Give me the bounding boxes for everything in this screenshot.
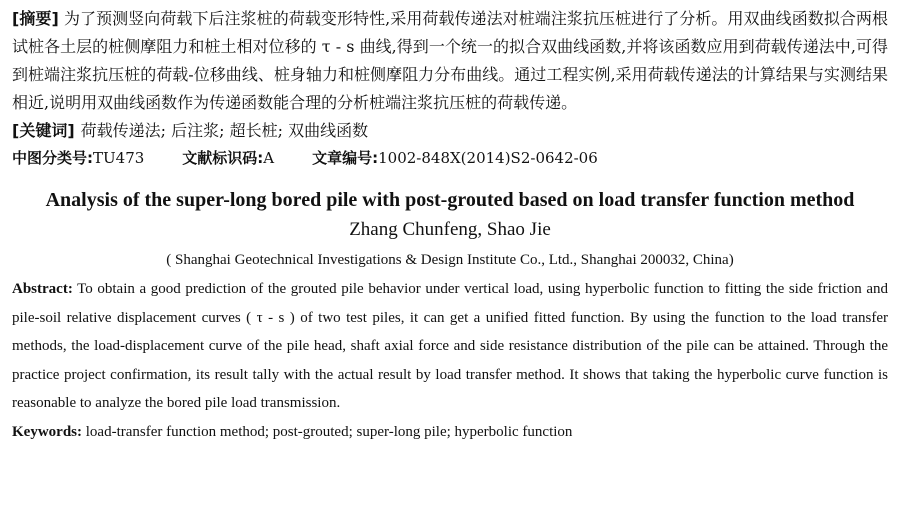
english-abstract-label: Abstract: [12,281,73,297]
document-code-value: A [263,149,275,167]
english-authors: Zhang Chunfeng, Shao Jie [349,219,551,240]
english-keywords-label: Keywords: [12,423,82,440]
article-number [312,145,598,171]
article-number-label: 文章编号: [312,149,379,167]
chinese-abstract-text: 为了预测竖向荷载下后注浆桩的荷载变形特性,采用荷载传递法对桩端注浆抗压桩进行了分析。用双曲线函数拟合两根试桩各土层的桩侧摩阻力和桩土相对位移的 τ - s 曲线,得到一个统一的拟合双曲线函数,并将该函数应用到荷载传递法中,可得到桩端注浆抗压桩的荷载-位移曲线、桩身轴力和桩侧摩阻力分布曲线。通过工程实例,采用荷载传递法的计算结果与实测结果相近,说明用双曲线函数作为传递函数能合理的分析桩端注浆抗压桩的荷载传递。 [12,9,888,112]
english-affiliation: ( Shanghai Geotechnical Investigations & Design Institute Co., Ltd., Shanghai 200032, China) [166,252,734,268]
english-title: Analysis of the super-long bored pile with post-grouted based on load transfer function method [45,189,855,211]
english-keywords-text: load-transfer function method; post-grouted; super-long pile; hyperbolic function [85,423,573,440]
chinese-abstract [12,5,888,117]
clc-label: 中图分类号: [12,149,93,167]
english-abstract [12,275,888,418]
chinese-keywords-label: [关键词] [12,121,75,140]
clc-number [12,145,144,171]
chinese-keywords-text: 荷载传递法; 后注浆; 超长桩; 双曲线函数 [80,121,369,140]
english-keywords [12,418,888,446]
english-abstract-text: To obtain a good prediction of the grouted pile behavior under vertical load, using hyperbolic function to fitting the side friction and pile-soil relative displacement curves ( τ - s ) of two test piles, it can get a unified fitted function. By using the function to the load transfer methods, the load-displacement curve of the pile head, shaft axial force and side resistance distribution of the pile can be attained. Through the practice project confirmation, its result tally with the actual result by load transfer method. It shows that taking the hyperbolic curve function is reasonable to analyze the bored pile load transmission. [12,281,889,412]
clc-value: TU473 [93,149,145,167]
document-code [182,145,274,171]
chinese-abstract-label: [摘要] [12,9,59,28]
document-code-label: 文献标识码: [182,149,264,167]
article-number-value: 1002-848X(2014)S2-0642-06 [378,149,598,167]
classification-line [12,145,888,171]
chinese-keywords [12,117,888,145]
